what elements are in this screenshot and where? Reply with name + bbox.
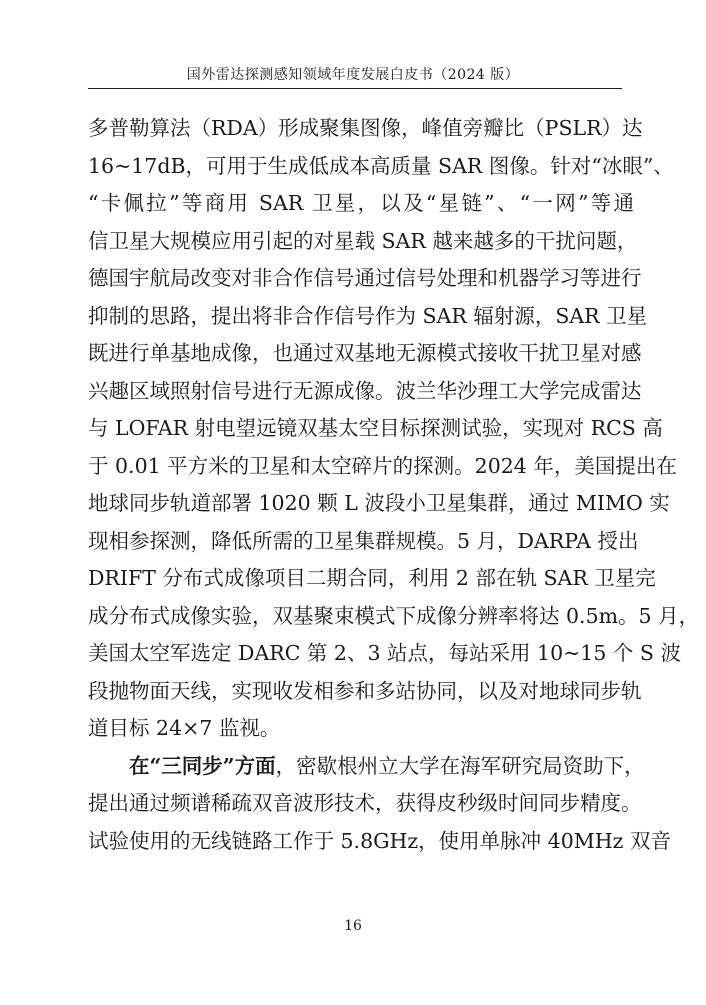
text-line: 既进行单基地成像，也通过双基地无源模式接收干扰卫星对感 <box>88 341 642 365</box>
text-line: 多普勒算法（RDA）形成聚集图像，峰值旁瓣比（PSLR）达 <box>88 116 643 140</box>
page-header: 国外雷达探测感知领域年度发展白皮书（2024 版） <box>186 67 520 83</box>
text-line: 于 0.01 平方米的卫星和太空碎片的探测。2024 年，美国提出在 <box>88 453 677 478</box>
header-divider <box>88 88 622 89</box>
text-line: 提出通过频谱稀疏双音波形技术，获得皮秒级时间同步精度。 <box>88 791 642 815</box>
paragraph-2 <box>88 748 671 861</box>
text-line: 德国宇航局改变对非合作信号通过信号处理和机器学习等进行 <box>88 266 642 290</box>
text-line: 信卫星大规模应用引起的对星载 SAR 越来越多的干扰问题， <box>88 228 638 253</box>
text-line: 16~17dB，可用于生成低成本高质量 SAR 图像。针对“冰眼”、 <box>88 153 674 178</box>
text-line: 道目标 24×7 监视。 <box>88 716 281 740</box>
text-line: 成分布式成像实验，双基聚束模式下成像分辨率将达 0.5m。5 月， <box>88 603 700 628</box>
body-text <box>88 110 700 860</box>
page-number: 16 <box>344 918 362 934</box>
text-segment: ，密歇根州立大学在海军研究局资助下， <box>275 753 645 778</box>
paragraph-1 <box>88 110 700 748</box>
text-line: 兴趣区域照射信号进行无源成像。波兰华沙理工大学完成雷达 <box>88 378 642 403</box>
text-line <box>88 748 645 786</box>
text-line: 试验使用的无线链路工作于 5.8GHz，使用单脉冲 40MHz 双音 <box>88 828 671 853</box>
text-line: 现相参探测，降低所需的卫星集群规模。5 月，DARPA 授出 <box>88 528 639 553</box>
text-line: 段抛物面天线，实现收发相参和多站协同，以及对地球同步轨 <box>88 678 642 703</box>
bold-lead-phrase: 在“三同步”方面 <box>129 753 276 778</box>
text-line: “卡佩拉”等商用 SAR 卫星，以及“星链”、“一网”等通 <box>88 191 634 215</box>
text-line: 美国太空军选定 DARC 第 2、3 站点，每站采用 10~15 个 S 波 <box>88 641 681 665</box>
text-line: DRIFT 分布式成像项目二期合同，利用 2 部在轨 SAR 卫星完 <box>88 566 656 590</box>
text-line: 地球同步轨道部署 1020 颗 L 波段小卫星集群，通过 MIMO 实 <box>88 491 670 515</box>
text-line: 与 LOFAR 射电望远镜双基太空目标探测试验，实现对 RCS 高 <box>88 416 663 440</box>
text-line: 抑制的思路，提出将非合作信号作为 SAR 辐射源，SAR 卫星 <box>88 303 648 328</box>
